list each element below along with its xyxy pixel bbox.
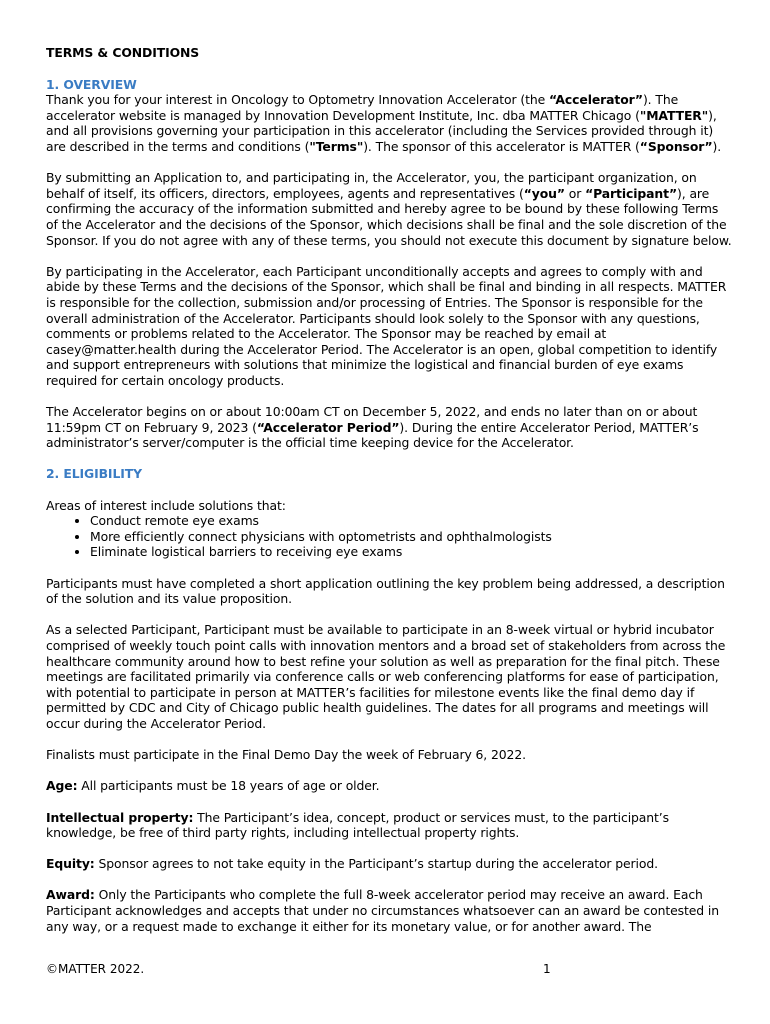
award-clause: Award: Only the Participants who complete the full 8-week accelerator period may receive an award. Each Participant acknowledges and accepts that under no circumstances whatsoever can an award be contested in any way, or a request made to exchange it either for its monetary value, or for another award. The [46, 887, 719, 934]
list-item: • More efficiently connect physicians with optometrists and ophthalmologists [90, 529, 732, 545]
list-item: • Conduct remote eye exams [90, 513, 732, 529]
age-clause: Age: All participants must be 18 years of age or older. [46, 778, 380, 794]
page-number: 1 [543, 962, 551, 976]
overview-paragraph-1: Thank you for your interest in Oncology to Optometry Innovation Accelerator (the “Accelerator”). The accelerator website is managed by Innovation Development Institute, Inc. dba MATTER Chicago ("MATTER"), and all provisions governing your participation in this accelerator (including the Services provided through it) are described in the terms and conditions ("Terms"). The sponsor of this accelerator is MATTER (“Sponsor”). [46, 92, 722, 154]
eligibility-intro: Areas of interest include solutions that: [46, 497, 286, 513]
page-footer [46, 962, 732, 977]
eligibility-paragraph-1: Participants must have completed a short application outlining the key problem being addressed, a description of the solution and its value proposition. [46, 575, 725, 607]
eligibility-paragraph-2: As a selected Participant, Participant must be available to participate in an 8-week virtual or hybrid incubator comprised of weekly touch point calls with innovation mentors and a broad set of stakeholders from across the healthcare community around how to best refine your solution as well as preparation for the final pitch. These meetings are facilitated primarily via conference calls or web conferencing platforms for ease of participation, with potential to participate in person at MATTER’s facilities for milestone events like the final demo day if permitted by CDC and City of Chicago public health guidelines. The dates for all programs and meetings will occur during the Accelerator Period. [46, 622, 726, 731]
list-item: • Eliminate logistical barriers to receiving eye exams [90, 544, 732, 560]
equity-clause: Equity: Sponsor agrees to not take equity in the Participant’s startup during the accelerator period. [46, 856, 658, 872]
eligibility-paragraph-3: Finalists must participate in the Final Demo Day the week of February 6, 2022. [46, 747, 526, 763]
document-body [46, 45, 732, 934]
intellectual-property-clause: Intellectual property: The Participant’s idea, concept, product or services must, to the participant’s knowledge, be free of third party rights, including intellectual property rights. [46, 809, 670, 841]
overview-paragraph-4: The Accelerator begins on or about 10:00am CT on December 5, 2022, and ends no later than on or about 11:59pm CT on February 9, 2023 (“Accelerator Period”). During the entire Accelerator Period, MATTER’s administrator’s server/computer is the official time keeping device for the Accelerator. [46, 404, 699, 451]
document-title: TERMS & CONDITIONS [46, 45, 200, 60]
section-heading-eligibility: 2. ELIGIBILITY [46, 466, 142, 482]
section-heading-overview: 1. OVERVIEW [46, 76, 137, 92]
areas-of-interest-list [46, 513, 732, 560]
overview-paragraph-2: By submitting an Application to, and participating in, the Accelerator, you, the participant organization, on behalf of itself, its officers, directors, employees, agents and representatives (“you” or “Participant”), are confirming the accuracy of the information submitted and hereby agree to be bound by these following Terms of the Accelerator and the decisions of the Sponsor, which decisions shall be final and the sole discretion of the Sponsor. If you do not agree with any of these terms, you should not execute this document by signature below. [46, 170, 732, 248]
overview-paragraph-3: By participating in the Accelerator, each Participant unconditionally accepts and agrees to comply with and abide by these Terms and the decisions of the Sponsor, which shall be final and binding in all respects. MATTER is responsible for the collection, submission and/or processing of Entries. The Sponsor is responsible for the overall administration of the Accelerator. Participants should look solely to the Sponsor with any questions, comments or problems related to the Accelerator. The Sponsor may be reached by email at casey@matter.health during the Accelerator Period. The Accelerator is an open, global competition to identify and support entrepreneurs with solutions that minimize the logistical and financial burden of eye exams required for certain oncology products. [46, 263, 727, 388]
copyright-notice: ©MATTER 2022. [46, 962, 145, 976]
